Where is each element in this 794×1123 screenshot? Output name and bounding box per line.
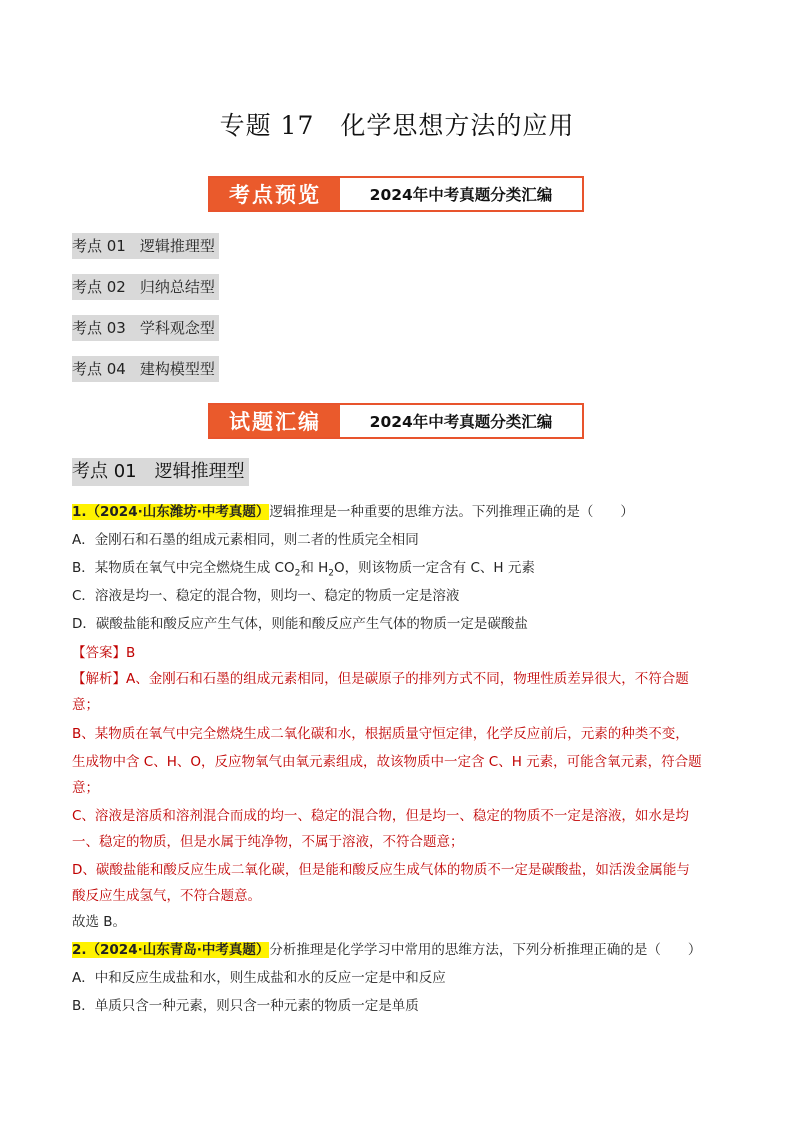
analysis-line: B、某物质在氧气中完全燃烧生成二氧化碳和水，根据质量守恒定律，化学反应前后，元素的种类不变， bbox=[72, 726, 689, 742]
toc-item-name: 学科观念型 bbox=[139, 319, 215, 337]
banner-exercises-label: 试题汇编 bbox=[210, 405, 340, 437]
question-1-answer: 【答案】B bbox=[72, 645, 136, 661]
analysis-line: C、溶液是溶质和溶剂混合而成的均一、稳定的混合物，但是均一、稳定的物质不一定是溶液，如水是均 bbox=[72, 808, 689, 824]
question-2-option-a: A．中和反应生成盐和水，则生成盐和水的反应一定是中和反应 bbox=[72, 970, 446, 986]
toc-item-num: 考点 02 bbox=[72, 278, 126, 296]
question-1-option-d: D．碳酸盐能和酸反应产生气体，则能和酸反应产生气体的物质一定是碳酸盐 bbox=[72, 616, 528, 632]
toc-item-num: 考点 04 bbox=[72, 360, 126, 378]
toc-item-name: 逻辑推理型 bbox=[139, 237, 215, 255]
analysis-line: 一、稳定的物质，但是水属于纯净物，不属于溶液，不符合题意； bbox=[72, 834, 464, 850]
question-1-option-b: B．某物质在氧气中完全燃烧生成 $CO_2$和 $H_2O$，则该物质一定含有 C、H 元素 bbox=[72, 560, 535, 579]
analysis-line: D、碳酸盐能和酸反应生成二氧化碳，但是能和酸反应生成气体的物质不一定是碳酸盐，如活泼金属能与 bbox=[72, 862, 690, 878]
toc-item-1[interactable] bbox=[72, 233, 219, 259]
banner-exercises-subtitle: 2024年中考真题分类汇编 bbox=[369, 413, 553, 431]
toc-item-name: 建构模型型 bbox=[139, 360, 215, 378]
question-1-option-a: A．金刚石和石墨的组成元素相同，则二者的性质完全相同 bbox=[72, 532, 419, 548]
question-1-conclusion: 故选 B。 bbox=[72, 914, 127, 930]
banner-exercises bbox=[208, 403, 584, 439]
analysis-line: 生成物中含 C、H、O，反应物氧气由氧元素组成，故该物质中一定含 C、H 元素，可能含氧元素，符合题 bbox=[72, 754, 702, 770]
analysis-line: 意； bbox=[72, 780, 99, 796]
toc-item-name: 归纳总结型 bbox=[139, 278, 215, 296]
toc-item-2[interactable] bbox=[72, 274, 219, 300]
analysis-line: 意； bbox=[72, 697, 99, 713]
question-source-tag: 2.（2024·山东青岛·中考真题） bbox=[72, 942, 270, 958]
analysis-line: 酸反应生成氢气，不符合题意。 bbox=[72, 888, 261, 904]
question-source-tag: 1.（2024·山东潍坊·中考真题） bbox=[72, 504, 270, 520]
banner-preview-label: 考点预览 bbox=[210, 178, 340, 210]
toc-item-4[interactable] bbox=[72, 356, 219, 382]
banner-preview bbox=[208, 176, 584, 212]
section-heading: 考点 01 逻辑推理型 bbox=[72, 458, 249, 486]
question-1-option-c: C．溶液是均一、稳定的混合物，则均一、稳定的物质一定是溶液 bbox=[72, 588, 460, 604]
analysis-line: 【解析】A、金刚石和石墨的组成元素相同，但是碳原子的排列方式不同，物理性质差异很大，不符合题 bbox=[72, 671, 689, 687]
banner-preview-subtitle: 2024年中考真题分类汇编 bbox=[369, 186, 553, 204]
toc-item-num: 考点 03 bbox=[72, 319, 126, 337]
toc-item-3[interactable] bbox=[72, 315, 219, 341]
toc-item-num: 考点 01 bbox=[72, 237, 126, 255]
question-2-stem: 2.（2024·山东青岛·中考真题）分析推理是化学学习中常用的思维方法，下列分析推理正确的是（ ） bbox=[72, 942, 702, 958]
question-1-stem: 1.（2024·山东潍坊·中考真题）逻辑推理是一种重要的思维方法。下列推理正确的是（ ） bbox=[72, 504, 634, 520]
question-2-option-b: B．单质只含一种元素，则只含一种元素的物质一定是单质 bbox=[72, 998, 419, 1014]
page-title: 专题 17 化学思想方法的应用 bbox=[219, 111, 575, 140]
